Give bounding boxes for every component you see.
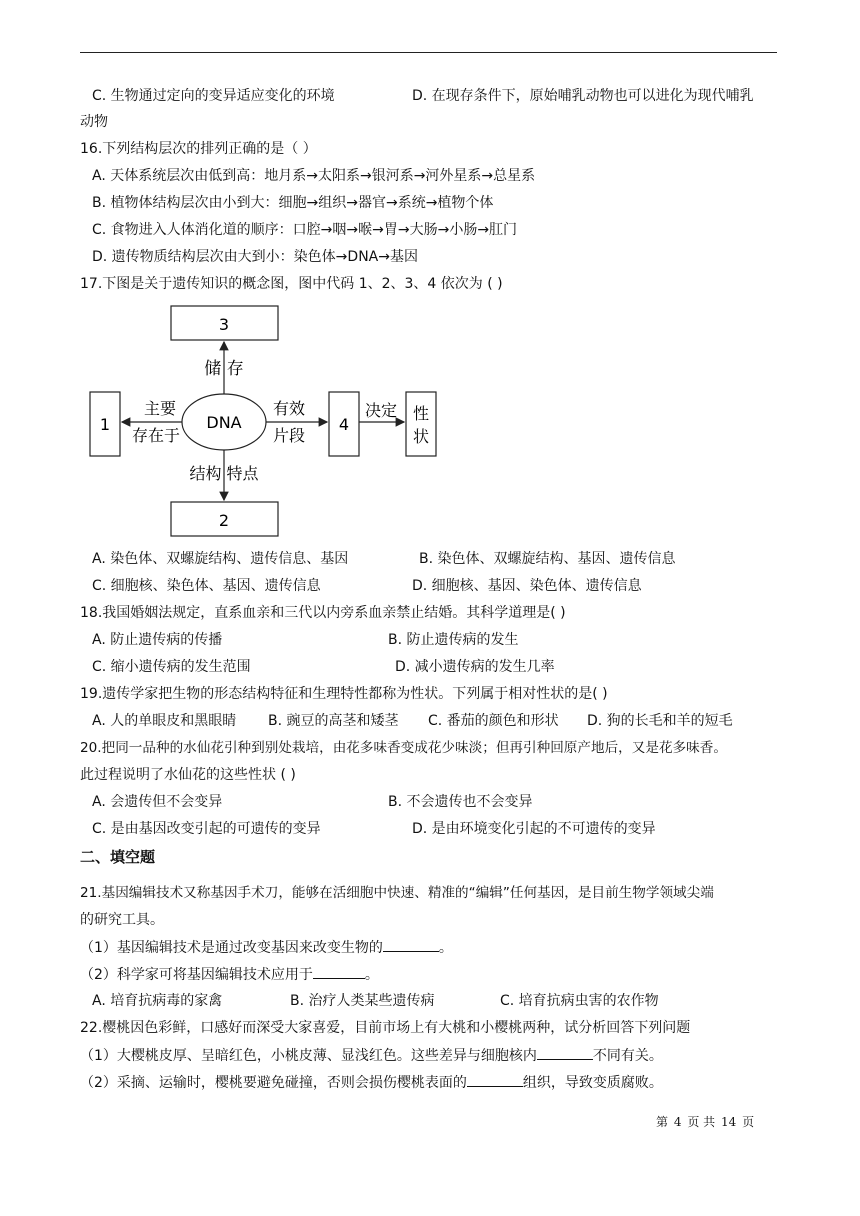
q22-stem: 22.樱桃因色彩鲜，口感好而深受大家喜爱，目前市场上有大桃和小樱桃两种，试分析回答下列问题 [80,1020,691,1036]
q21-stem-line2: 的研究工具。 [80,912,164,928]
footer-pre: 第 [656,1115,669,1129]
box-trait-line2: 状 [412,427,430,446]
q22-sub1-text: （1）大樱桃皮厚、呈暗红色，小桃皮薄、显浅红色。这些差异与细胞核内 [80,1048,537,1064]
q17-option-c: C. 细胞核、染色体、基因、遗传信息 [92,578,321,594]
box-3-label: 3 [218,315,230,334]
q17-option-d: D. 细胞核、基因、染色体、遗传信息 [412,578,642,594]
concept-diagram [84,298,454,540]
dna-label: DNA [206,413,242,432]
q17-option-a: A. 染色体、双螺旋结构、遗传信息、基因 [92,551,349,567]
box-trait [406,392,436,456]
label-effective-2: 片段 [272,426,306,445]
box-trait-line1: 性 [412,404,430,423]
q15-option-c: C. 生物通过定向的变异适应变化的环境 [92,88,335,104]
q16-option-c: C. 食物进入人体消化道的顺序：口腔→咽→喉→胃→大肠→小肠→肛门 [92,222,518,238]
q16-option-d: D. 遗传物质结构层次由大到小：染色体→DNA→基因 [92,249,418,265]
q19-option-b: B. 豌豆的高茎和矮茎 [268,713,399,729]
q19-option-c: C. 番茄的颜色和形状 [428,713,559,729]
q18-option-b: B. 防止遗传病的发生 [388,632,519,648]
q22-sub1-blank[interactable] [537,1045,593,1060]
q21-sub2-text: （2）科学家可将基因编辑技术应用于 [80,967,313,983]
page-footer [655,1113,755,1130]
q21-sub1-end: 。 [438,940,453,956]
q21-sub1-text: （1）基因编辑技术是通过改变基因来改变生物的 [80,940,383,956]
q22-sub2-end: 组织，导致变质腐败。 [522,1075,663,1091]
q22-sub1-end: 不同有关。 [592,1048,663,1064]
q22-sub2-blank[interactable] [467,1072,523,1087]
q21-stem-line1: 21.基因编辑技术又称基因手术刀，能够在活细胞中快速、精准的“编辑”任何基因，是目前生物学领域尖端 [80,885,714,901]
label-store: 储 存 [204,359,244,379]
q22-sub2-text: （2）采摘、运输时，樱桃要避免碰撞，否则会损伤樱桃表面的 [80,1075,467,1091]
footer-mid: 页 共 [687,1115,716,1129]
q20-option-b: B. 不会遗传也不会变异 [388,794,533,810]
q21-sub1 [80,937,453,958]
footer-page-total: 14 [720,1115,737,1129]
q17-stem: 17.下图是关于遗传知识的概念图，图中代码 1、2、3、4 依次为 ( ) [80,276,503,292]
q18-stem: 18.我国婚姻法规定，直系血亲和三代以内旁系血亲禁止结婚。其科学道理是( ) [80,605,566,621]
label-structure: 结构 特点 [189,464,259,483]
box-1-label: 1 [99,415,111,434]
header-rule [80,52,777,53]
q19-option-d: D. 狗的长毛和羊的短毛 [587,713,733,729]
q19-option-a: A. 人的单眼皮和黑眼睛 [92,713,237,729]
box-4-label: 4 [338,415,350,434]
q18-option-c: C. 缩小遗传病的发生范围 [92,659,251,675]
section-title-fill-blank: 二、填空题 [80,848,156,866]
q21-sub2-blank[interactable] [313,964,365,979]
q16-stem: 16.下列结构层次的排列正确的是（ ） [80,141,317,157]
q18-option-a: A. 防止遗传病的传播 [92,632,223,648]
label-effective-1: 有效 [272,399,306,418]
footer-post: 页 [742,1115,755,1129]
label-main-2: 存在于 [131,426,181,445]
footer-page-num: 4 [673,1115,682,1129]
q22-sub1 [80,1045,663,1066]
q21-option-c: C. 培育抗病虫害的农作物 [500,993,659,1009]
q21-sub2 [80,964,379,985]
q21-sub1-blank[interactable] [383,937,439,952]
q20-option-c: C. 是由基因改变引起的可遗传的变异 [92,821,321,837]
q21-option-b: B. 治疗人类某些遗传病 [290,993,435,1009]
q15-option-d-cont: 动物 [80,114,108,130]
q20-stem-line1: 20.把同一品种的水仙花引种到别处栽培，由花多味香变成花少味淡；但再引种回原产地后，又是花多味香。 [80,740,727,756]
label-decide: 决定 [364,401,398,420]
q16-option-a: A. 天体系统层次由低到高：地月系→太阳系→银河系→河外星系→总星系 [92,168,536,184]
label-main-1: 主要 [143,399,177,418]
q19-stem: 19.遗传学家把生物的形态结构特征和生理特性都称为性状。下列属于相对性状的是( ) [80,686,608,702]
q16-option-b: B. 植物体结构层次由小到大：细胞→组织→器官→系统→植物个体 [92,195,494,211]
q20-stem-line2: 此过程说明了水仙花的这些性状 ( ) [80,767,296,783]
q22-sub2 [80,1072,663,1093]
q20-option-a: A. 会遗传但不会变异 [92,794,223,810]
q17-option-b: B. 染色体、双螺旋结构、基因、遗传信息 [419,551,676,567]
q18-option-d: D. 减小遗传病的发生几率 [395,659,555,675]
box-2-label: 2 [218,511,230,530]
q20-option-d: D. 是由环境变化引起的不可遗传的变异 [412,821,656,837]
q21-option-a: A. 培育抗病毒的家禽 [92,993,223,1009]
q15-option-d: D. 在现存条件下，原始哺乳动物也可以进化为现代哺乳 [412,88,754,104]
q21-sub2-end: 。 [364,967,379,983]
